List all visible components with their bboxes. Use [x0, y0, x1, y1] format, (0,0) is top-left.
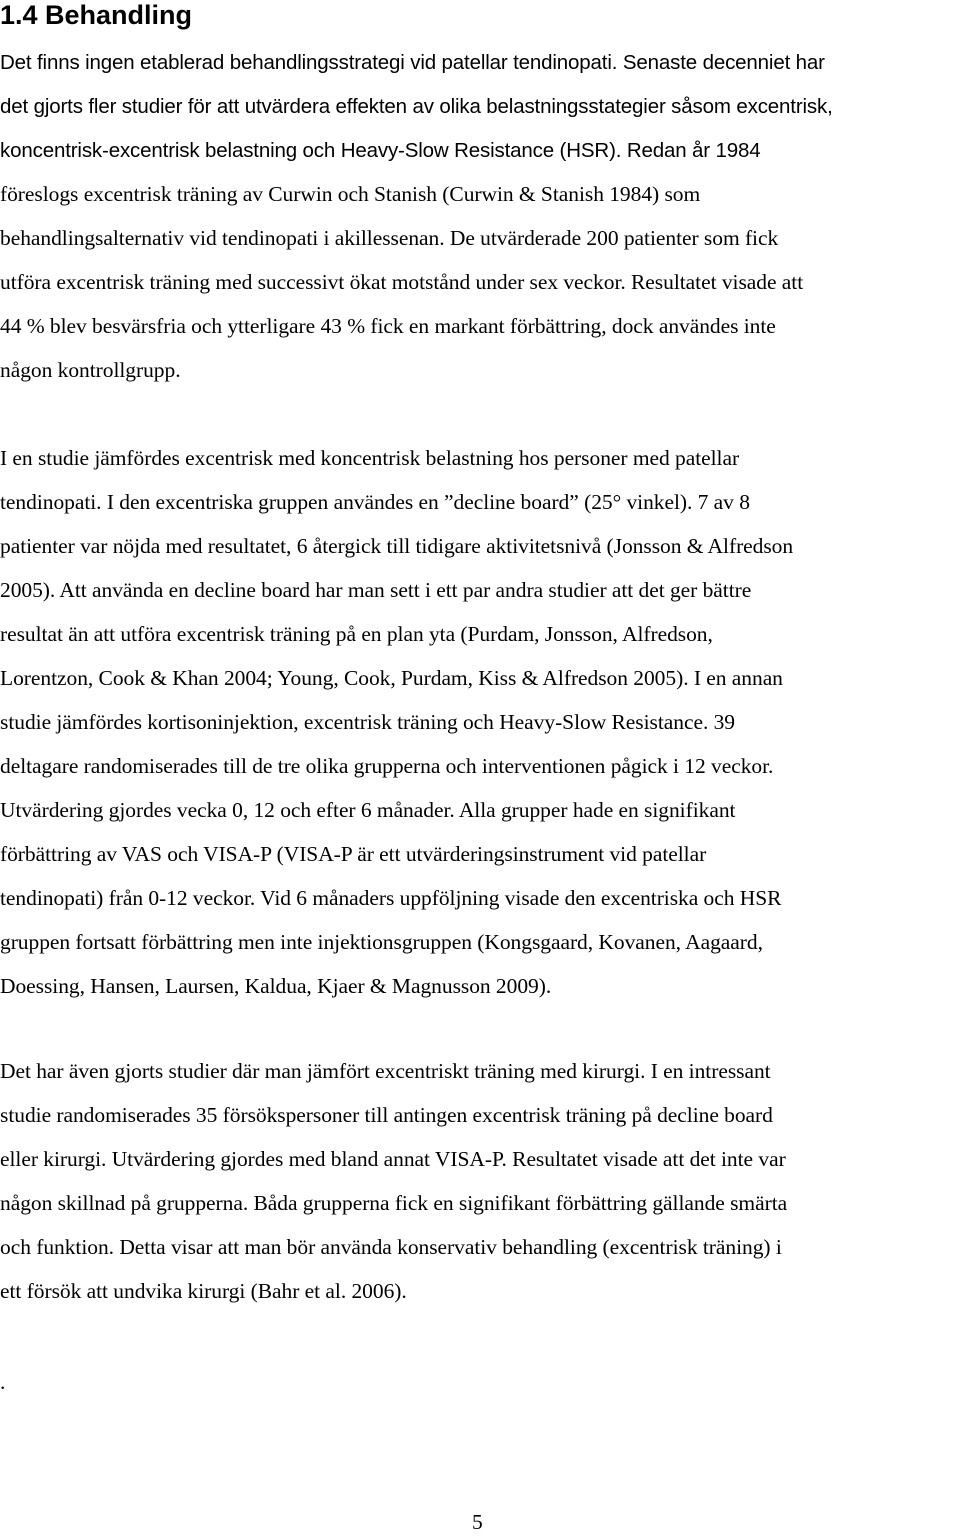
- text-line: [0, 1225, 960, 1269]
- text-segment: det gjorts fler studier för att utvärdera effekten av olika belastningsstategier såsom excentrisk,: [0, 95, 833, 118]
- text-segment: utföra excentrisk träning med successivt ökat motstånd under sex veckor. Resultatet visade att: [0, 270, 804, 294]
- text-segment: förbättring av VAS och VISA-P (VISA-P är ett utvärderingsinstrument vid patellar: [0, 842, 707, 866]
- text-line: [0, 348, 960, 392]
- stray-period: .: [0, 1370, 6, 1394]
- text-segment: I en studie jämfördes excentrisk med koncentrisk belastning hos personer med patellar: [0, 446, 740, 470]
- text-line: [0, 480, 960, 524]
- text-line: [0, 1269, 960, 1313]
- text-segment: Doessing, Hansen, Laursen, Kaldua, Kjaer & Magnusson 2009).: [0, 974, 552, 998]
- text-segment: tendinopati. I den excentriska gruppen användes en ”decline board” (25° vinkel). 7 av 8: [0, 490, 750, 514]
- text-segment: Det har även gjorts studier där man jämfört excentriskt träning med kirurgi. I en intressant: [0, 1059, 771, 1083]
- text-line: [0, 964, 960, 1008]
- text-line: [0, 744, 960, 788]
- text-segment: ett försök att undvika kirurgi (Bahr et al. 2006).: [0, 1279, 407, 1303]
- text-line: [0, 612, 960, 656]
- text-line: [0, 260, 960, 304]
- text-segment: studie jämfördes kortisoninjektion, excentrisk träning och Heavy-Slow Resistance. 39: [0, 710, 735, 734]
- text-line: [0, 524, 960, 568]
- text-segment: patienter var nöjda med resultatet, 6 återgick till tidigare aktivitetsnivå (Jonsson & Alfredson: [0, 534, 794, 558]
- page-number: 5: [472, 1510, 483, 1534]
- text-segment: Lorentzon, Cook & Khan 2004; Young, Cook, Purdam, Kiss & Alfredson 2005). I en annan: [0, 666, 783, 690]
- text-line: [0, 128, 960, 172]
- text-line: [0, 700, 960, 744]
- text-line: [0, 84, 960, 128]
- text-segment: studie randomiserades 35 försökspersoner till antingen excentrisk träning på decline board: [0, 1103, 773, 1127]
- text-segment: 2005). Att använda en decline board har man sett i ett par andra studier att det ger bättre: [0, 578, 752, 602]
- text-segment: eller kirurgi. Utvärdering gjordes med bland annat VISA-P. Resultatet visade att det inte var: [0, 1147, 786, 1171]
- text-segment: resultat än att utföra excentrisk träning på en plan yta (Purdam, Jonsson, Alfredson,: [0, 622, 713, 646]
- text-line: [0, 788, 960, 832]
- text-segment: föreslogs excentrisk träning av Curwin och Stanish (Curwin & Stanish 1984) som: [0, 182, 701, 206]
- text-line: [0, 304, 960, 348]
- text-segment: Det finns ingen etablerad behandlingsstrategi vid patellar tendinopati. Senaste decenniet har: [0, 51, 825, 74]
- text-line: [0, 1181, 960, 1225]
- paragraph-2: [0, 436, 960, 1008]
- text-line: [0, 920, 960, 964]
- section-heading: 1.4 Behandling: [0, 0, 193, 30]
- text-line: [0, 172, 960, 216]
- text-line: [0, 876, 960, 920]
- text-segment: koncentrisk-excentrisk belastning och Heavy-Slow Resistance (HSR). Redan år 1984: [0, 139, 761, 162]
- text-segment: 44 % blev besvärsfria och ytterligare 43 % fick en markant förbättring, dock användes inte: [0, 314, 776, 338]
- paragraph-3: [0, 1049, 960, 1313]
- text-segment: någon kontrollgrupp.: [0, 358, 181, 382]
- text-line: [0, 216, 960, 260]
- text-segment: gruppen fortsatt förbättring men inte injektionsgruppen (Kongsgaard, Kovanen, Aagaard,: [0, 930, 763, 954]
- text-line: [0, 40, 960, 84]
- text-segment: tendinopati) från 0-12 veckor. Vid 6 månaders uppföljning visade den excentriska och HSR: [0, 886, 782, 910]
- text-segment: någon skillnad på grupperna. Båda grupperna fick en signifikant förbättring gällande smärta: [0, 1191, 788, 1215]
- text-segment: deltagare randomiserades till de tre olika grupperna och interventionen pågick i 12 veckor.: [0, 754, 774, 778]
- text-line: [0, 568, 960, 612]
- text-line: [0, 1093, 960, 1137]
- paragraph-1: [0, 40, 960, 392]
- text-line: [0, 832, 960, 876]
- text-segment: och funktion. Detta visar att man bör använda konservativ behandling (excentrisk träning) i: [0, 1235, 782, 1259]
- text-segment: Utvärdering gjordes vecka 0, 12 och efter 6 månader. Alla grupper hade en signifikant: [0, 798, 736, 822]
- text-line: [0, 1049, 960, 1093]
- text-line: [0, 436, 960, 480]
- text-line: [0, 656, 960, 700]
- text-line: [0, 1137, 960, 1181]
- text-segment: behandlingsalternativ vid tendinopati i akillessenan. De utvärderade 200 patienter som fick: [0, 226, 779, 250]
